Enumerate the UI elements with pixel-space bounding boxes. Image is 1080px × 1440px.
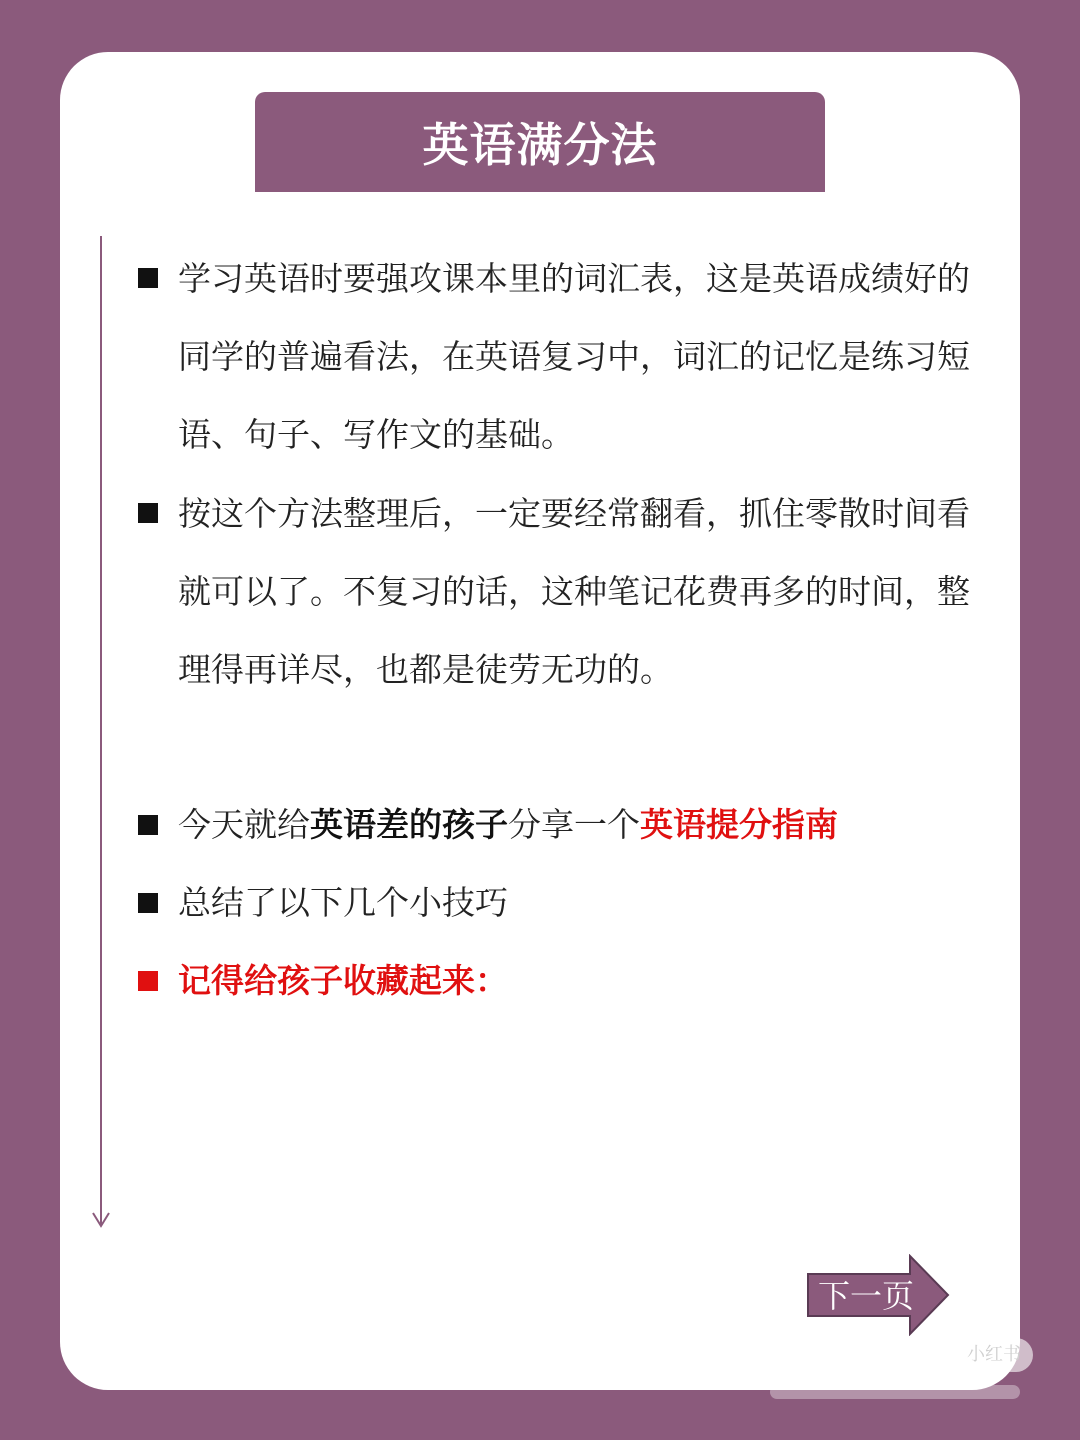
list-item-tips: 总结了以下几个小技巧 bbox=[178, 883, 508, 922]
blurred-footer bbox=[770, 1385, 1020, 1399]
timeline-line bbox=[100, 236, 102, 1226]
page-title: 英语满分法 bbox=[422, 118, 658, 172]
bullet-square-icon bbox=[138, 815, 158, 835]
share-text-1: 今天就给 bbox=[178, 805, 310, 844]
paragraph-review: 按这个方法整理后，一定要经常翻看，抓住零散时间看就可以了。不复习的话，这种笔记花费再多的时间，整理得再详尽，也都是徒劳无功的。 bbox=[178, 494, 970, 689]
watermark-logo: 小红书 bbox=[955, 1338, 1033, 1372]
highlight-weak-children: 英语差的孩子 bbox=[310, 805, 508, 844]
bullet-square-icon bbox=[138, 503, 158, 523]
list-item-bookmark: 记得给孩子收藏起来： bbox=[178, 961, 508, 1000]
highlight-score-guide: 英语提分指南 bbox=[640, 805, 838, 844]
share-text-2: 分享一个 bbox=[508, 805, 640, 844]
arrow-down-icon bbox=[92, 1212, 110, 1228]
paragraph-vocabulary: 学习英语时要强攻课本里的词汇表，这是英语成绩好的同学的普遍看法，在英语复习中，词汇的记忆是练习短语、句子、写作文的基础。 bbox=[178, 259, 970, 454]
bullet-square-red-icon bbox=[138, 971, 158, 991]
bullet-square-icon bbox=[138, 268, 158, 288]
next-page-label[interactable]: 下一页 bbox=[818, 1277, 915, 1315]
title-banner bbox=[255, 92, 825, 192]
bullet-square-icon bbox=[138, 893, 158, 913]
list-item-share-guide bbox=[178, 805, 838, 845]
